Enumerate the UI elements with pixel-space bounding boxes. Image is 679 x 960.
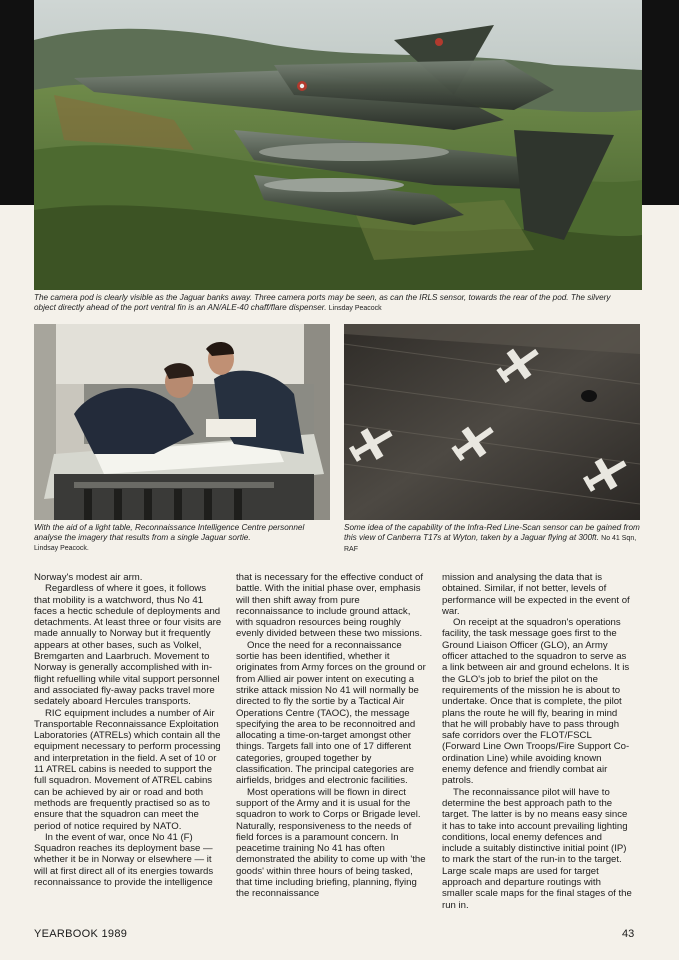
article-column-3 — [442, 572, 632, 911]
film-edge-left — [0, 0, 34, 205]
caption-text: The camera pod is clearly visible as the Jaguar banks away. Three camera ports may be seen, as can the IRLS sensor, towards the rear of the pod. The silvery object directly ahead of the port ventral fin is an AN/ALE-40 chaff/flare dispenser. — [34, 293, 611, 313]
light-table-photo — [34, 324, 330, 520]
publication-title: YEARBOOK 1989 — [34, 928, 128, 940]
paragraph: Norway's modest air arm. — [34, 572, 143, 583]
paragraph: Most operations will be flown in direct support of the Army and it is usual for the squadron to work to Corps or Brigade level. Naturally, responsiveness to the needs of field forces is a paramount concern. In peacetime training No 41 has often demonstrated the ability to come up with 'the goods' within three hours of being tasked, that time including briefing, planning, flying the reconnaissance — [236, 786, 426, 900]
page-number: 43 — [622, 928, 635, 940]
article-column-2 — [236, 572, 426, 900]
caption-text: With the aid of a light table, Reconnaissance Intelligence Centre personnel analyse the imagery that results from a single Jaguar sortie. — [34, 523, 305, 543]
paragraph: In the event of war, once No 41 (F) Squadron reaches its deployment base — whether it be in Norway or elsewhere — it will at first direct all of its energies towards reconnaissance to provide the intelligence — [34, 831, 214, 889]
left-photo-caption — [34, 523, 330, 555]
article-column-1 — [34, 572, 224, 888]
infrared-linescan-photo — [344, 324, 640, 520]
paragraph: On receipt at the squadron's operations facility, the task message goes first to the Ground Liaison Officer (GLO), an Army officer attached to the squadron to serve as a link between air and ground echelons. It is the GLO's job to brief the pilot on the requirements of the mission he is about to undertake. Once that is complete, the pilot plans the route he will fly, bearing in mind that he will probably have to pass through safe corridors over the FLOT/FSCL (Forward Line Own Troops/Fire Support Co-ordination Line) while avoiding known enemy defence and friendly combat air patrols. — [442, 617, 630, 787]
film-edge-right — [642, 0, 679, 205]
paragraph: that is necessary for the effective conduct of battle. With the initial phase over, emphasis will then shift away from pure reconnaissance to include ground attack, with squadron resources being roughly evenly divided between these two missions. — [236, 572, 424, 640]
caption-text: Some idea of the capability of the Infra-Red Line-Scan sensor can be gained from this view of Canberra T17s at Wyton, taken by a Jaguar flying at 300ft. — [344, 523, 640, 543]
photo-credit: Linsday Peacock — [328, 305, 382, 313]
paragraph: Once the need for a reconnaissance sortie has been identified, whether it originates from Army forces on the ground or from Allied air power intent on executing a strike attack mission No 41 will normally be directed to fly the sortie by a Tactical Air Operations Centre (TAOC), the message specifying the area to be reconnoitred and allocating a time-on-target amongst other things. Targets fall into one of 17 different categories, grouped together by classification. The principal categories are airfields, bridges and electronic facilities. — [236, 639, 426, 787]
paragraph: The reconnaissance pilot will have to determine the best approach path to the target. The latter is by no means easy since it has to take into account prevailing lighting conditions, local enemy defences and include a suitably distinctive initial point (IP) to mark the start of the run-in to the target. Large scale maps are used for target approach and departure routings with smaller scale maps for the final stages of the run in. — [442, 786, 632, 911]
top-photo-caption — [34, 293, 634, 314]
paragraph: Regardless of where it goes, it follows that mobility is a watchword, thus No 41 faces a hectic schedule of deployments and detachments. At least three or four visits are made annually to Norway but it frequently appears at other bases, such as Volkel, Bremgarten and Laarbruch. Movement to Norway is generally accomplished with in-flight refuelling while vital support personnel and associated fly-away packs travel more sedately aboard Hercules transports. — [34, 583, 222, 708]
jaguar-formation-photo — [34, 0, 642, 290]
right-photo-caption — [344, 523, 640, 556]
photo-credit: Lindsay Peacock. — [34, 545, 89, 553]
paragraph: mission and analysing the data that is obtained. Similar, if not better, levels of performance will be expected in the event of war. — [442, 572, 630, 617]
photo-credit: No 41 Sqn, RAF — [344, 535, 637, 554]
paragraph: RIC equipment includes a number of Air Transportable Reconnaissance Exploitation Laboratories (ATRELs) which contain all the equipment necessary to perform processing and interpretation in the field. A set of 10 or 11 ATREL cabins is needed to support the full squadron. Movement of ATREL cabins can be achieved by air or road and both methods are frequently practised so as to ensure that the squadron can meet the period of notice required by NATO. — [34, 707, 221, 832]
